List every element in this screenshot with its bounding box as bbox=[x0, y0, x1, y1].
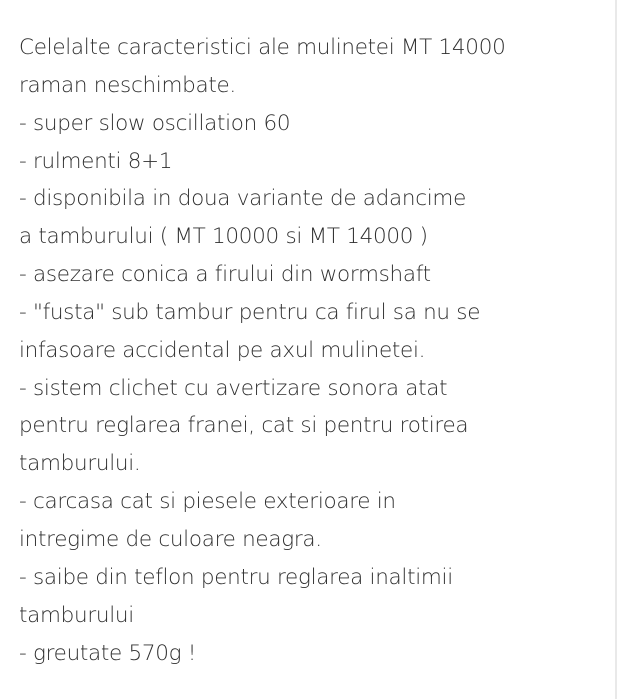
description-line: raman neschimbate. bbox=[19, 72, 236, 98]
description-line: - sistem clichet cu avertizare sonora atat bbox=[19, 375, 448, 401]
description-line: - rulmenti 8+1 bbox=[19, 148, 173, 174]
description-line: intregime de culoare neagra. bbox=[19, 526, 322, 552]
description-line: - carcasa cat si piesele exterioare in bbox=[19, 489, 396, 515]
description-line: tamburului bbox=[19, 602, 134, 628]
description-line: pentru reglarea franei, cat si pentru rotirea bbox=[19, 413, 469, 439]
description-line: - disponibila in doua variante de adancime bbox=[19, 186, 466, 212]
description-line: - asezare conica a firului din wormshaft bbox=[19, 262, 431, 288]
product-description bbox=[19, 29, 604, 672]
description-line: - super slow oscillation 60 bbox=[19, 110, 291, 136]
description-line: - greutate 570g ! bbox=[19, 640, 197, 666]
description-line: - saibe din teflon pentru reglarea inaltimii bbox=[19, 564, 453, 590]
description-line: Celelalte caracteristici ale mulinetei MT 14000 bbox=[19, 35, 506, 60]
description-line: infasoare accidental pe axul mulinetei. bbox=[19, 337, 426, 363]
description-line: - "fusta" sub tambur pentru ca firul sa nu se bbox=[19, 299, 481, 325]
description-line: a tamburului ( MT 10000 si MT 14000 ) bbox=[19, 224, 428, 250]
description-line: tamburului. bbox=[19, 451, 141, 477]
